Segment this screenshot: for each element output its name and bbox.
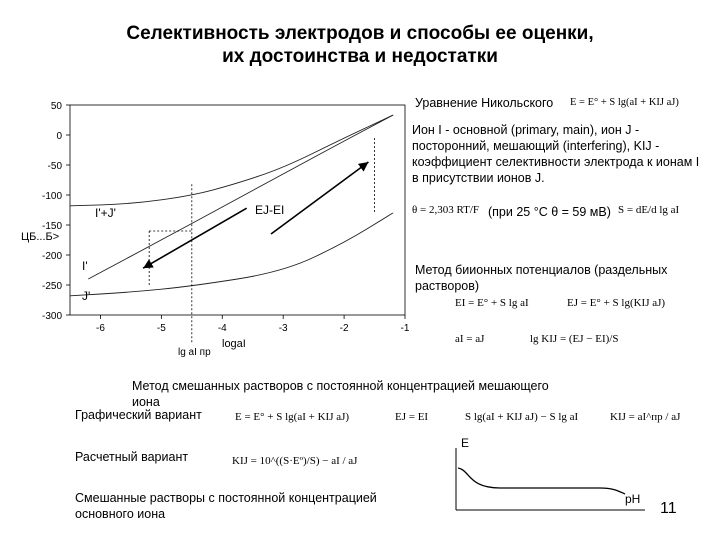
x-tick-label: -3 bbox=[278, 323, 288, 334]
condition-text: (при 25 °С θ = 59 мВ) bbox=[488, 205, 611, 219]
nikolsky-label: Уравнение Никольского bbox=[415, 96, 554, 110]
page-number: 11 bbox=[660, 500, 677, 517]
calc-variant-label: Расчетный вариант bbox=[75, 450, 189, 464]
graphic-eq2: EJ = EI bbox=[395, 411, 429, 423]
y-tick-label: 0 bbox=[56, 131, 62, 142]
x-tick-label: -2 bbox=[339, 323, 349, 334]
nikolsky-equation: E = E° + S lg(aI + KIJ aJ) bbox=[570, 97, 679, 108]
graphic-eq4: KIJ = aI^пр / aJ bbox=[610, 411, 681, 423]
x-marker-label: lg aI пр bbox=[178, 347, 211, 358]
series-line-1 bbox=[70, 115, 393, 206]
e-ph-axis-e-label: E bbox=[461, 436, 470, 450]
theta-equation: θ = 2,303 RT/F bbox=[412, 204, 480, 216]
arrow-down-left bbox=[143, 208, 247, 268]
main-ion-label: Смешанные растворы с постоянной концентрацией основного иона bbox=[75, 491, 377, 521]
y-axis-label: ЦБ...Б> bbox=[21, 231, 60, 243]
biionic-eq2: EJ = E° + S lg(KIJ aJ) bbox=[567, 297, 666, 309]
e-ph-axis-ph-label: pH bbox=[625, 492, 641, 506]
nikolsky-description: Ион I - основной (primary, main), ион J - посторонний, мешающий (interfering), KIJ - коэффициент селективности электрода к ионам I в присутствии ионов J. bbox=[412, 123, 700, 185]
chart-frame bbox=[70, 105, 405, 315]
x-tick-label: -5 bbox=[156, 323, 166, 334]
y-tick-label: -200 bbox=[41, 251, 62, 262]
graphic-eq1: E = E° + S lg(aI + KIJ aJ) bbox=[235, 411, 350, 423]
biionic-eq3: aI = aJ bbox=[455, 333, 485, 345]
title-line-1: Селективность электродов и способы ее оценки, bbox=[126, 23, 594, 44]
y-tick-label: -250 bbox=[41, 281, 62, 292]
y-tick-label: -150 bbox=[41, 221, 62, 232]
series-line-2 bbox=[88, 115, 393, 279]
biionic-eq1: EI = E° + S lg aI bbox=[455, 297, 529, 309]
graphic-variant-label: Графический вариант bbox=[75, 408, 202, 422]
x-tick-label: -4 bbox=[217, 323, 227, 334]
x-tick-label: -1 bbox=[400, 323, 410, 334]
diff-label: EJ-EI bbox=[255, 203, 285, 217]
curve-label-j: J' bbox=[82, 289, 91, 303]
y-tick-label: -300 bbox=[41, 311, 62, 322]
graphic-eq3: S lg(aI + KIJ aJ) − S lg aI bbox=[465, 411, 579, 423]
y-tick-label: -100 bbox=[41, 191, 62, 202]
mixed-label: Метод смешанных растворов с постоянной концентрацией мешающего иона bbox=[132, 379, 549, 409]
y-tick-label: 50 bbox=[50, 101, 62, 112]
curve-label-ij: I'+J' bbox=[95, 206, 116, 220]
y-tick-label: -50 bbox=[47, 161, 62, 172]
calc-equation: KIJ = 10^((S·Eº)/S) − aI / aJ bbox=[232, 455, 358, 467]
x-tick-label: -6 bbox=[96, 323, 105, 334]
curve-label-i: I' bbox=[82, 259, 88, 273]
title-line-2: их достоинства и недостатки bbox=[222, 46, 498, 67]
slope-equation: S = dE/d lg aI bbox=[618, 204, 680, 216]
x-axis-label: logaI bbox=[222, 338, 246, 350]
biionic-eq4: lg KIJ = (EJ − EI)/S bbox=[530, 333, 619, 345]
series-line-3 bbox=[70, 213, 393, 296]
biionic-label: Метод биионных потенциалов (раздельных растворов) bbox=[415, 263, 668, 293]
